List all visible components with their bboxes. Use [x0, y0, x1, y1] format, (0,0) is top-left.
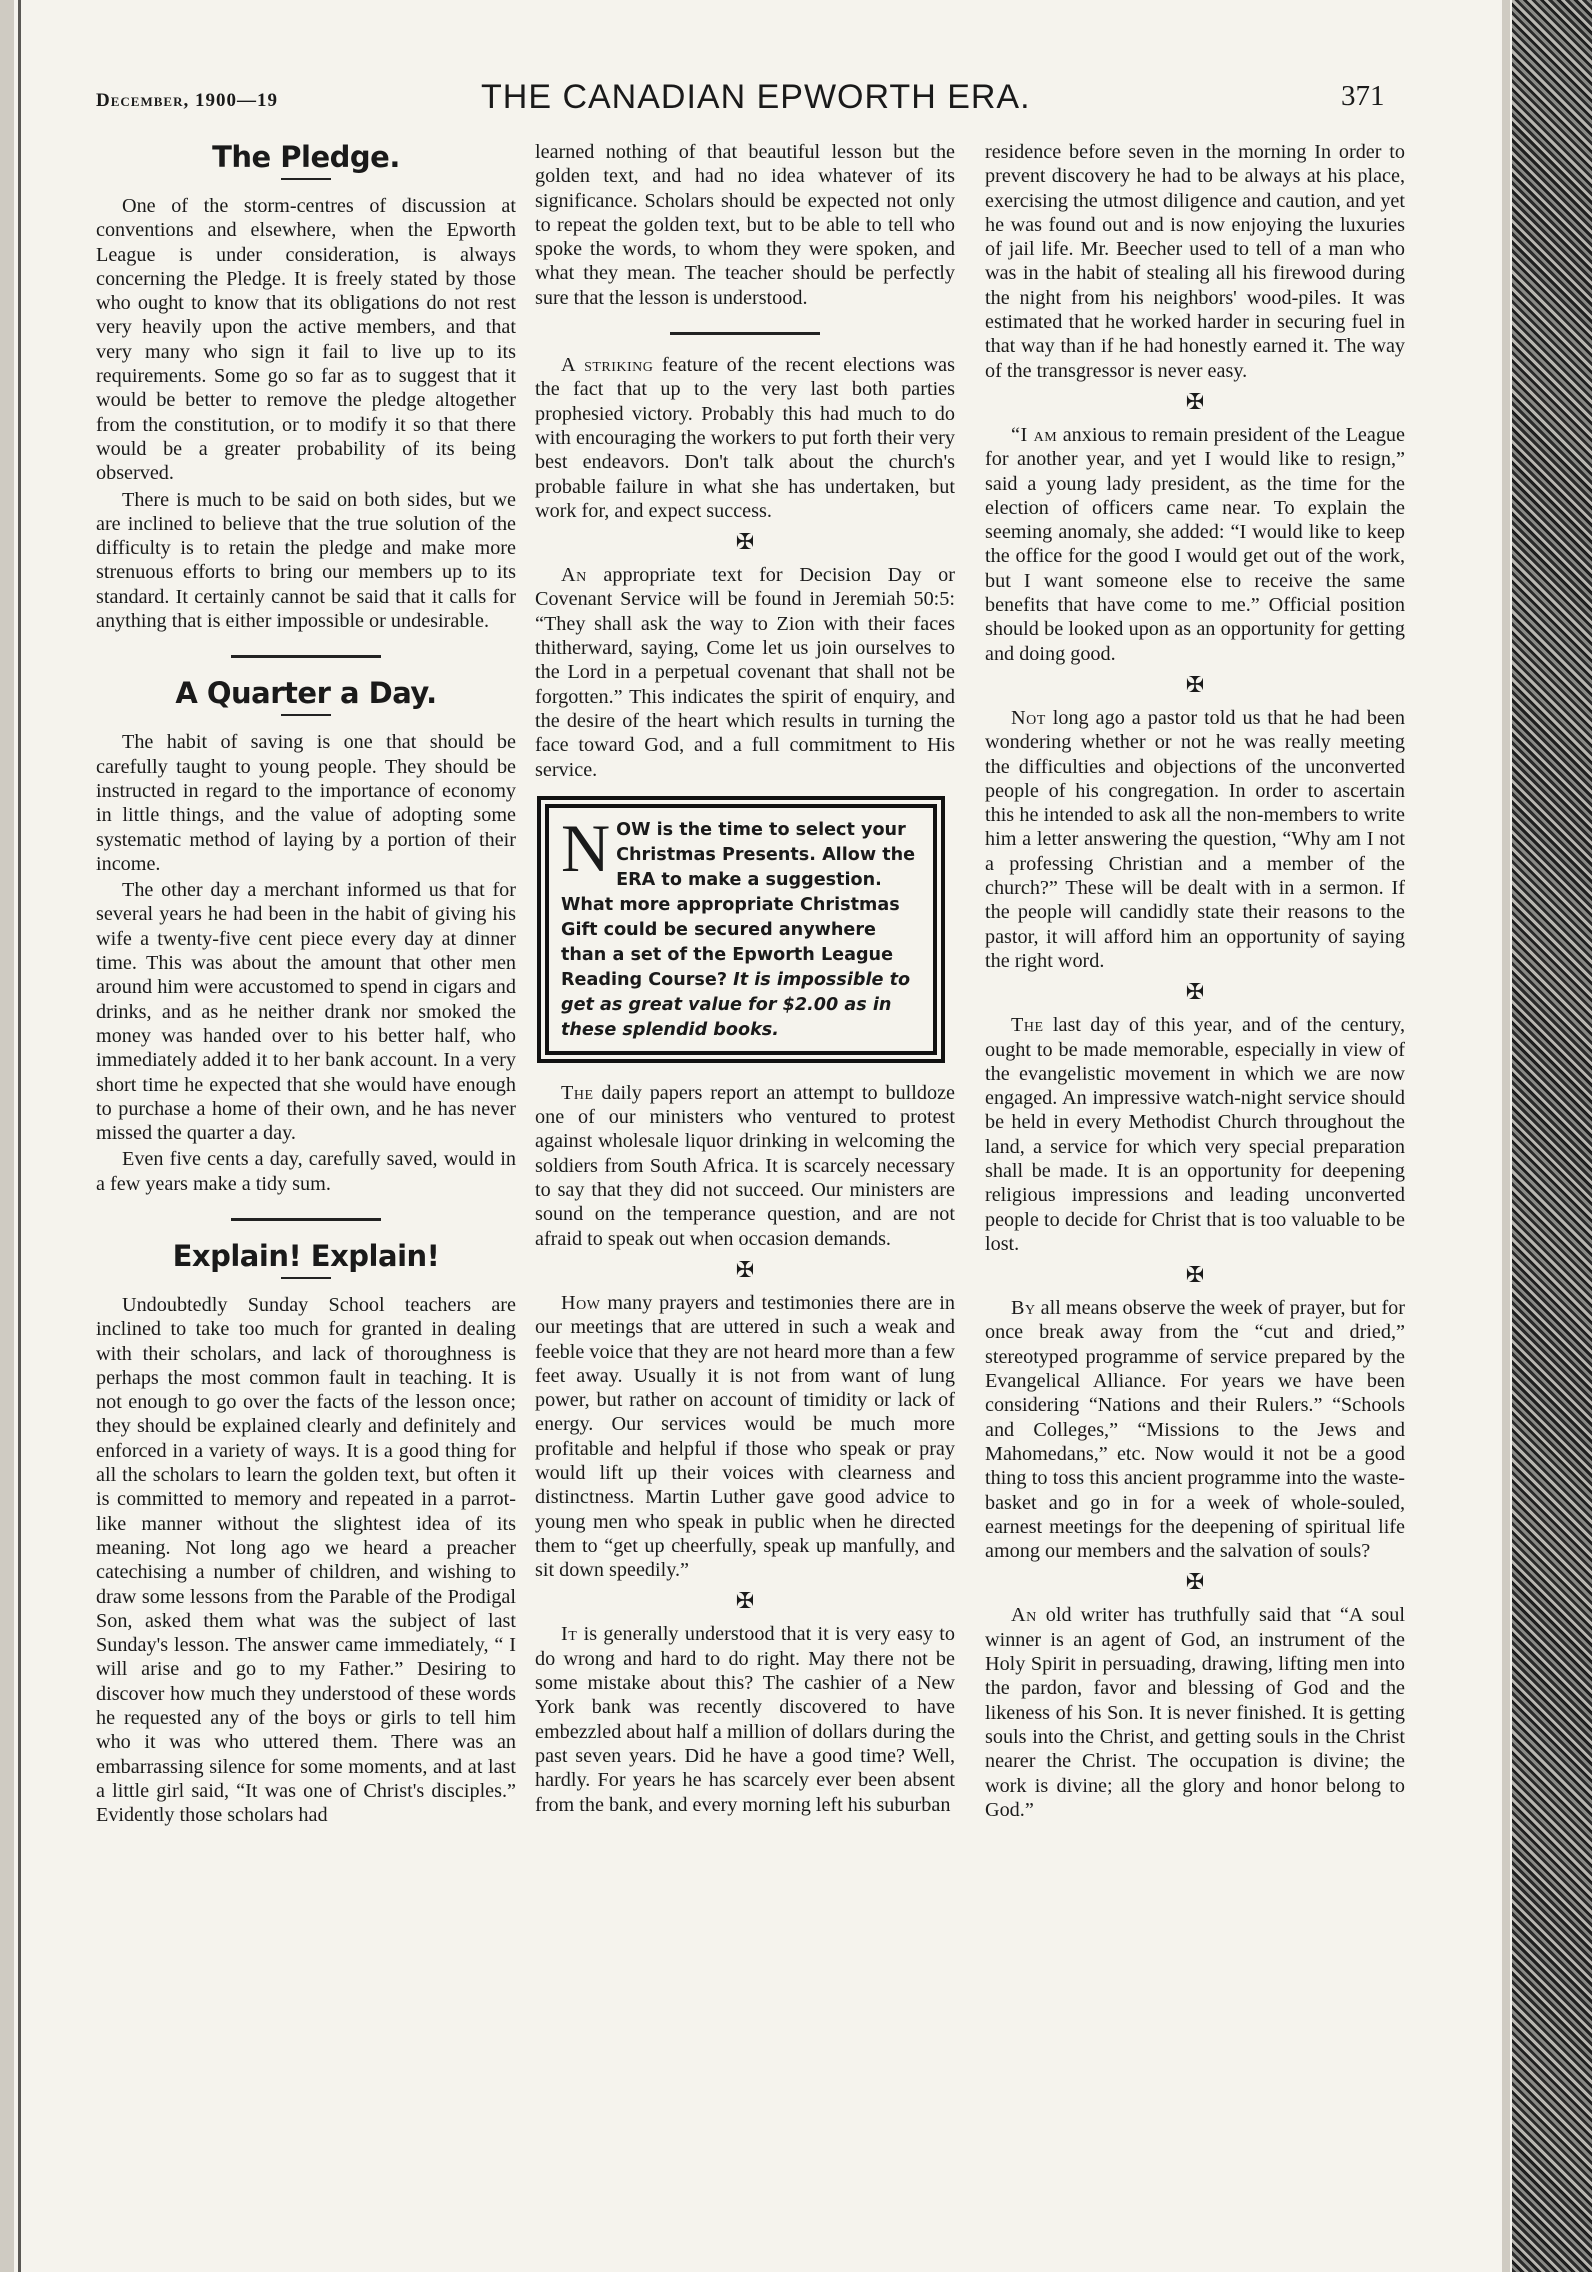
cross-ornament-icon: ✠ [735, 1256, 755, 1282]
lead-word: By [1011, 1297, 1036, 1320]
paragraph-text: appropriate text for Decision Day or Covenant Service will be found in Jeremiah 50:5: “They shall ask the way to Zion with their faces thitherward, saying, Come let us join ourselves to the Lord in a perpetual covenant that shall not be forgotten.” This indicates the spirit of enquiry, and the desire of the heart which results in turning the face toward God, and a full commitment to His service. [535, 564, 955, 781]
president-paragraph [985, 423, 1405, 666]
paragraph-text: last day of this year, and of the century, ought to be made memorable, especially in view of the evangelistic movement in which we are now engaged. An impressive watch-night service should be held in every Methodist Church throughout the land, a service for which very special preparation shall be made. It is an opportunity for deepening religious impressions and leading unconverted people to decide for Christ that is too valuable to be lost. [985, 1014, 1405, 1255]
column-1 [96, 140, 516, 1830]
pastor-paragraph [985, 706, 1405, 973]
decorative-binding-border [1512, 0, 1592, 2272]
cross-ornament-icon: ✠ [1185, 388, 1205, 414]
week-of-prayer-paragraph [985, 1296, 1405, 1563]
lead-word: “I am [1011, 423, 1058, 446]
heading-explain: Explain! Explain! [172, 1238, 440, 1273]
paragraph-text: anxious to remain president of the League for another year, and yet I would like to resign,” said a young lady president, as the time for the election of officers came near. To explain the seeming anomaly, she added: “I would like to keep the office for the good I would get out of the work, but I want someone else to receive the same benefits that have come to me.” Official position should be looked upon as an opportunity for getting and doing good. [985, 423, 1405, 665]
cross-ornament-icon: ✠ [1185, 671, 1205, 697]
lead-word: Not [1011, 706, 1046, 729]
pledge-paragraph-1: One of the storm-centres of discussion at conventions and elsewhere, when the Epworth League is under consideration, is always concerning the Pledge. It is freely stated by those who ought to know that its obligations do not rest very heavily upon the active members, and that very many who sign it fail to live up to its requirements. Some go so far as to suggest that it would be better to remove the pledge altogether from the constitution, or to modify it so that there would be a greater probability of its being observed. [96, 195, 516, 485]
binding-edge [1502, 0, 1510, 2272]
section-divider [231, 655, 381, 658]
cross-ornament-icon: ✠ [735, 1588, 755, 1614]
lead-word: A striking [561, 354, 654, 377]
explain-continuation: learned nothing of that beautiful lesson but the golden text, and had no idea whatever of its significance. Scholars should be expected not only to repeat the golden text, but to be able to tell who spoke the words, to whom they were spoken, and what they mean. The teacher should be perfectly sure that the lesson is understood. [535, 141, 955, 309]
decision-day-paragraph [535, 563, 955, 782]
prayers-paragraph [535, 1291, 955, 1583]
header-page-number: 371 [1341, 80, 1385, 112]
section-divider [231, 1218, 381, 1221]
header-date: December, 1900—19 [96, 90, 278, 111]
paragraph-text: is generally understood that it is very easy to do wrong and hard to do right. May there not be some mistake about this? The cashier of a New York bank was recently discovered to have embezzled about half a million of dollars during the past seven years. Did he have a good time? Well, hardly. For years he has scarcely ever been absent from the bank, and every morning left his suburban [535, 1623, 955, 1816]
ad-text-main: OW is the time to select your Christmas Presents. Allow the ERA to make a suggestion. What more appropriate Christmas Gift could be secured anywhere than a set of the Epworth League Reading Course? [561, 819, 916, 990]
quarter-paragraph-2: The other day a merchant informed us that for several years he had been in the habit of giving his wife a twenty-five cent piece every day at dinner time. This was about the amount that other men around him were accustomed to spend in cigars and drinks, and as he neither drank nor smoked the money was handed over to his better half, who immediately added it to her bank account. In a very short time he expected that she would have enough to purchase a home of their own, and he has never missed the quarter a day. [96, 879, 516, 1145]
paragraph-text: all means observe the week of prayer, but for once break away from the “cut and dried,” stereotyped programme of service prepared by the Evangelical Alliance. For years we have been considering “Nations and their Rulers.” “Schools and Colleges,” “Missions to the Jews and Mahomedans,” etc. Now would it not be a good thing to toss this ancient programme into the waste-basket and go in for a week of whole-souled, earnest meetings for the deepening of spiritual life among our members and the salvation of souls? [985, 1297, 1405, 1563]
lead-word: It [561, 1623, 578, 1646]
paragraph-text: daily papers report an attempt to bulldoze one of our ministers who ventured to protest against wholesale liquor drinking in welcoming the soldiers from South Africa. It is scarcely necessary to say that they did not succeed. Our ministers are sound on the temperance question, and are not afraid to speak out when occasion demands. [535, 1081, 955, 1250]
paragraph-text: old writer has truthfully said that “A soul winner is an agent of God, an instrument of the Holy Spirit in persuading, drawing, lifting men into the pardon, favor and blessing of God and the likeness of his Son. It is never finished. It is getting souls into the Christ, and getting souls in the Christ nearer the Christ. The occupation is divine; the work is divine; all the glory and honor belong to God.” [985, 1604, 1405, 1821]
last-day-paragraph [985, 1013, 1405, 1256]
daily-papers-paragraph [535, 1081, 955, 1251]
lead-word: How [561, 1291, 601, 1314]
pledge-paragraph-2: There is much to be said on both sides, but we are inclined to believe that the true solution of the difficulty is to retain the pledge and make more strenuous efforts to bring our members up to its standard. It certainly cannot be said that it calls for anything that is either impossible or undesirable. [96, 488, 516, 633]
explain-paragraph-1: Undoubtedly Sunday School teachers are inclined to take too much for granted in dealing with their scholars, and lack of thoroughness is perhaps the most common fault in teaching. It is not enough to go over the facts of the lesson once; they should be explained clearly and definitely and enforced in a variety of ways. It is a good thing for all the scholars to learn the golden text, but often it is committed to memory and repeated in a parrot-like manner without the slightest idea of its meaning. Not long ago we heard a preacher catechising a number of children, and wishing to draw some lessons from the Parable of the Prodigal Son, asked them what was the subject of last Sunday's lesson. The answer came immediately, “ I will arise and go to my Father.” Desiring to discover how much they understood of these words he requested any of the boys or girls to tell him who it was who uttered them. There was an embarrassing silence for some moments, and at last a little girl said, “It was one of Christ's disciples.” Evidently those scholars had [96, 1293, 516, 1827]
column-3 [985, 140, 1405, 1824]
quarter-paragraph-1: The habit of saving is one that should be carefully taught to young people. They should be instructed in regard to the importance of economy in little things, and the value of adopting some systematic method of laying by a portion of their income. [96, 731, 516, 875]
wrong-right-continuation: residence before seven in the morning In order to prevent discovery he had to be always at his place, exercising the utmost diligence and caution, and yet he was found out and is now enjoying the luxuries of jail life. Mr. Beecher used to tell of a man who was in the habit of stealing all his firewood during the night from his neighbors' wood-piles. It was estimated that he worked harder in securing fuel in that way than if he had honestly earned it. The way of the transgressor is never easy. [985, 141, 1405, 382]
cross-ornament-icon: ✠ [1185, 1569, 1205, 1595]
heading-rule [281, 178, 331, 180]
quarter-paragraph-3: Even five cents a day, carefully saved, would in a few years make a tidy sum. [96, 1148, 516, 1195]
lead-word: The [1011, 1014, 1044, 1037]
section-divider [670, 332, 820, 335]
elections-paragraph [535, 353, 955, 523]
soul-winner-paragraph [985, 1603, 1405, 1822]
heading-quarter: A Quarter a Day. [175, 676, 437, 711]
wrong-right-paragraph [535, 1622, 955, 1816]
cross-ornament-icon: ✠ [1185, 979, 1205, 1005]
paragraph-text: many prayers and testimonies there are in our meetings that are uttered in such a weak and feeble voice that they are not heard more than a few feet away. Usually it is not from want of lung power, but rather on account of timidity or lack of energy. Our services would be much more profitable and helpful if those who speak or pray would lift up their voices with clearness and distinctness. Martin Luther gave good advice to young men who speak in public when he directed them to “get up cheerfully, speak up manfully, and sit down speedily.” [535, 1291, 955, 1582]
header-title: THE CANADIAN EPWORTH ERA. [481, 78, 1031, 116]
page-header [96, 78, 1396, 128]
heading-rule [281, 1277, 331, 1279]
paragraph-text: long ago a pastor told us that he had been wondering whether or not he was really meeting the difficulties and objections of the unconverted people of his congregation. In order to ascertain this he intended to ask all the non-members to write him a letter answering the question, “Why am I not a professing Christian and a member of the church?” These will be dealt with in a sermon. If the people will candidly state their reasons to the pastor, it will afford him an opportunity of saying the right word. [985, 706, 1405, 972]
column-2 [535, 140, 955, 1819]
lead-word: An [1011, 1604, 1037, 1627]
lead-word: An [561, 564, 587, 587]
heading-rule [281, 714, 331, 716]
page-left-edge [0, 0, 14, 2272]
page-left-rule [18, 0, 21, 2272]
paragraph-text: feature of the recent elections was the fact that up to the very last both parties prophesied victory. Probably this had much to do with encouraging the workers to put forth their very best endeavors. Don't talk about the church's probable failure in what she has undertaken, but work for, and expect success. [535, 354, 955, 522]
ad-text-value: It is impossible to get as great value for $2.00 as in these splendid books. [561, 969, 911, 1040]
ad-dropcap: N [561, 809, 611, 886]
cross-ornament-icon: ✠ [735, 529, 755, 555]
cross-ornament-icon: ✠ [1185, 1262, 1205, 1288]
heading-pledge: The Pledge. [212, 140, 400, 174]
christmas-advertisement [537, 796, 945, 1063]
lead-word: The [561, 1081, 594, 1104]
